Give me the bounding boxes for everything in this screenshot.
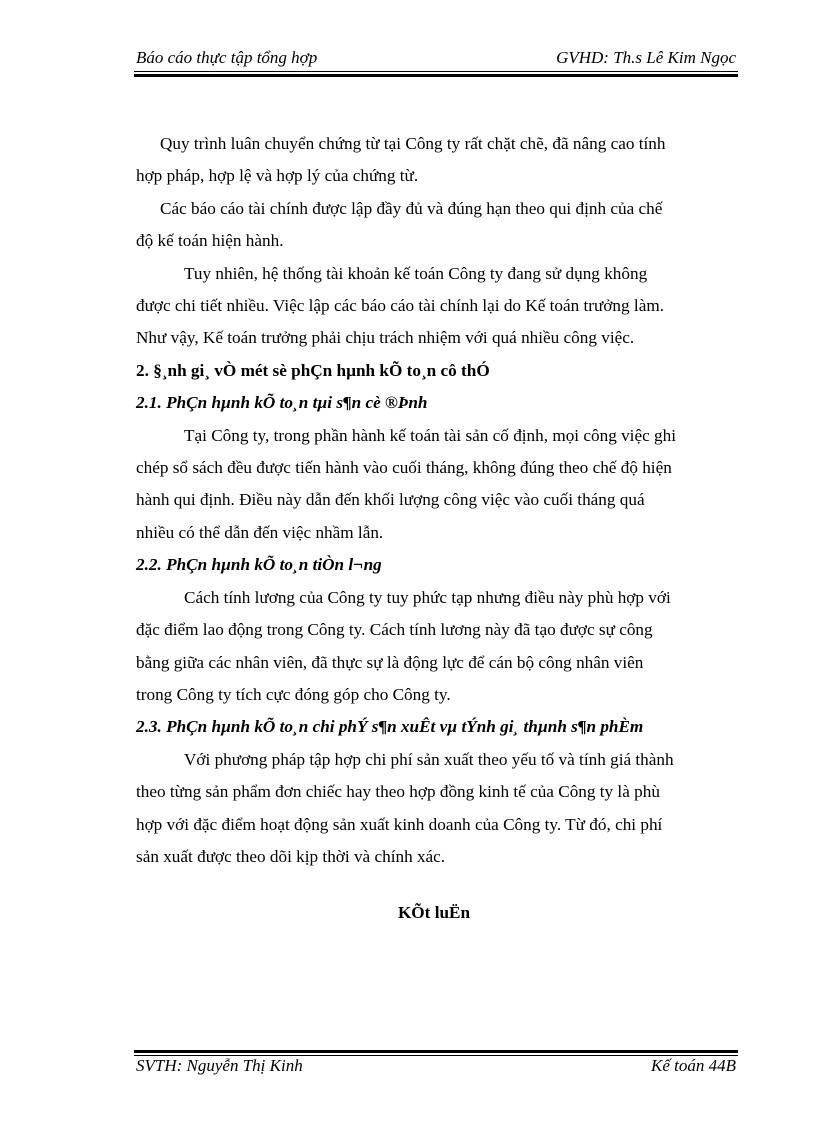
text-line: Tại Công ty, trong phần hành kế toán tài sản cố định, mọi công việc ghi	[184, 425, 676, 445]
page-footer	[134, 1056, 738, 1078]
paragraph-2	[136, 193, 739, 258]
text-line: nhiều có thể dẫn đến việc nhầm lẫn.	[136, 522, 384, 542]
text-line: theo từng sản phẩm đơn chiếc hay theo hợp đồng kinh tế của Công ty là phù	[136, 782, 660, 802]
section-heading-2: 2. §¸nh gi¸ vÒ mét sè phÇn hµnh kÕ to¸n cô thÓ	[136, 360, 490, 380]
text-line: chép sổ sách đều được tiến hành vào cuối tháng, không đúng theo chế độ hiện	[136, 458, 672, 478]
text-line: Cách tính lương của Công ty tuy phức tạp nhưng điều này phù hợp với	[184, 587, 671, 607]
subsection-heading-2-1: 2.1. PhÇn hµnh kÕ to¸n tµi s¶n cè ®Þnh	[136, 393, 428, 413]
paragraph-6	[136, 744, 739, 874]
footer-rule-thick	[134, 1050, 738, 1053]
subsection-heading-2-3: 2.3. PhÇn hµnh kÕ to¸n chi phÝ s¶n xuÊt vµ tÝnh gi¸ thµnh s¶n phÈm	[136, 717, 644, 737]
header-rule-thick	[134, 74, 738, 77]
footer-class: Kế toán 44B	[651, 1056, 736, 1075]
page-header	[134, 48, 738, 70]
text-line: trong Công ty tích cực đóng góp cho Công ty.	[136, 684, 451, 704]
text-line: hợp với đặc điểm hoạt động sản xuất kinh doanh của Công ty. Từ đó, chi phí	[136, 814, 663, 834]
paragraph-1	[136, 128, 739, 193]
text-line: Quy trình luân chuyển chứng từ tại Công ty rất chặt chẽ, đã nâng cao tính	[160, 134, 666, 153]
conclusion-heading	[0, 903, 816, 923]
header-report-title: Báo cáo thực tập tổng hợp	[136, 48, 318, 67]
text-line: Các báo cáo tài chính được lập đầy đủ và đúng hạn theo qui định của chế	[160, 198, 663, 218]
paragraph-3	[136, 258, 739, 355]
text-line: Với phương pháp tập hợp chi phí sản xuất theo yếu tố và tính giá thành	[184, 749, 674, 769]
text-line: Tuy nhiên, hệ thống tài khoản kế toán Công ty đang sử dụng không	[184, 263, 648, 283]
text-line: hợp pháp, hợp lệ và hợp lý của chứng từ.	[136, 166, 419, 186]
text-line: bằng giữa các nhân viên, đã thực sự là động lực để cán bộ công nhân viên	[136, 652, 644, 672]
conclusion-title: KÕt luËn	[397, 903, 471, 922]
text-line: sản xuất được theo dõi kịp thời và chính xác.	[136, 846, 446, 866]
footer-student: SVTH: Nguyễn Thị Kinh	[136, 1056, 303, 1075]
text-line: được chi tiết nhiều. Việc lập các báo cáo tài chính lại do Kế toán trưởng làm.	[136, 296, 664, 316]
paragraph-4	[136, 420, 739, 550]
text-line: Như vậy, Kế toán trưởng phải chịu trách nhiệm với quá nhiều công việc.	[136, 328, 635, 348]
text-line: hành qui định. Điều này dẫn đến khối lượng công việc vào cuối tháng quá	[136, 490, 645, 510]
text-line: độ kế toán hiện hành.	[136, 231, 284, 251]
document-body	[136, 128, 739, 873]
header-supervisor: GVHD: Th.s Lê Kim Ngọc	[556, 48, 736, 67]
paragraph-5	[136, 582, 739, 712]
subsection-heading-2-2: 2.2. PhÇn hµnh kÕ to¸n tiÒn l¬ng	[136, 555, 382, 575]
text-line: đặc điểm lao động trong Công ty. Cách tính lương này đã tạo được sự công	[136, 620, 653, 640]
header-rule-thin	[134, 71, 738, 72]
